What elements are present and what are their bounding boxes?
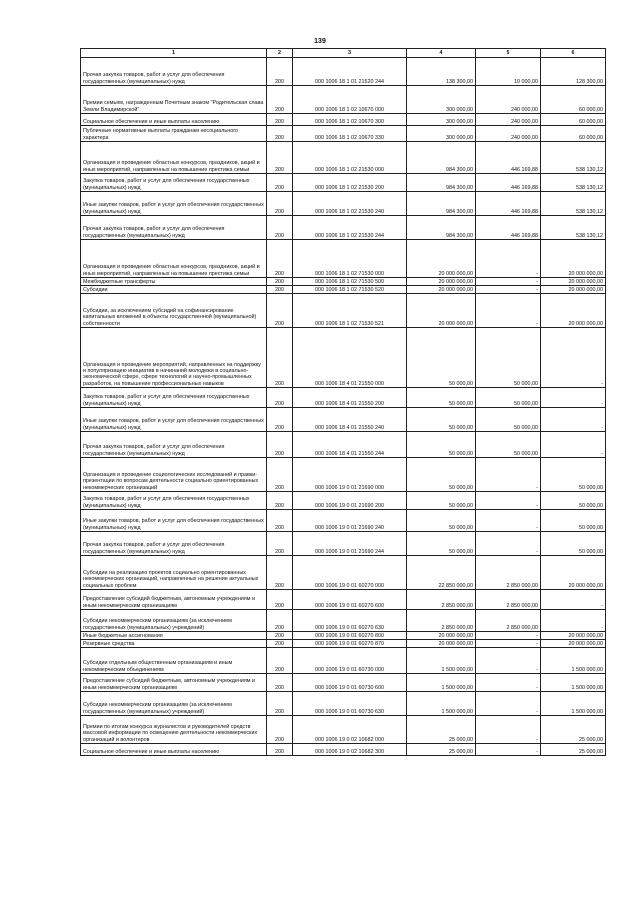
row-name-cell: Публичные нормативные выплаты гражданам несоциального характера [81, 126, 267, 142]
row-budget-code-cell: 000 1006 18 1 02 21530 244 [293, 216, 407, 240]
row-col6-value: - [541, 328, 606, 388]
table-row [81, 648, 606, 674]
row-budget-code-cell: 000 1006 19 0 01 21690 200 [293, 492, 407, 510]
row-budget-code-cell: 000 1006 19 0 01 21690 244 [293, 532, 407, 556]
table-row [81, 692, 606, 716]
row-budget-code-cell: 000 1006 19 0 01 60730 000 [293, 648, 407, 674]
row-col5-value: 10 000,00 [476, 58, 541, 86]
row-col4-value: 984 300,00 [407, 192, 476, 216]
row-name-cell: Организация и проведение областных конкурсов, праздников, акций и иных мероприятий, направленных на повышение престижа семьи [81, 240, 267, 278]
row-name-cell: Закупка товаров, работ и услуг для обеспечения государственных (муниципальных) нужд [81, 388, 267, 408]
row-col4-value: 20 000 000,00 [407, 240, 476, 278]
row-col6-value: 20 000 000,00 [541, 632, 606, 640]
row-col5-value: 446 169,88 [476, 174, 541, 192]
row-col6-value: 1 500 000,00 [541, 648, 606, 674]
row-col6-value: 538 130,12 [541, 174, 606, 192]
row-budget-code-cell: 000 1006 19 0 01 60270 870 [293, 640, 407, 648]
table-row [81, 216, 606, 240]
row-col5-value: - [476, 640, 541, 648]
row-col4-value: 22 850 000,00 [407, 556, 476, 590]
row-name-cell: Резервные средства [81, 640, 267, 648]
row-col4-value: 50 000,00 [407, 388, 476, 408]
row-name-cell: Предоставление субсидий бюджетным, автономным учреждениям и иным некоммерческим организациям [81, 590, 267, 610]
row-budget-code-cell: 000 1006 18 1 02 71530 500 [293, 278, 407, 286]
row-col5-value: - [476, 286, 541, 294]
row-col5-value: - [476, 278, 541, 286]
row-admin-code-cell: 200 [267, 114, 293, 126]
table-row [81, 294, 606, 328]
row-col5-value: 2 850 000,00 [476, 610, 541, 632]
row-budget-code-cell: 000 1006 19 0 01 60730 630 [293, 692, 407, 716]
row-name-cell: Иные бюджетные ассигнования [81, 632, 267, 640]
row-admin-code-cell: 200 [267, 532, 293, 556]
table-row [81, 674, 606, 692]
row-col5-value: - [476, 674, 541, 692]
row-name-cell: Премии семьям, награжденным Почетным знаком "Родительская слава Земли Владимирской" [81, 86, 267, 114]
table-row [81, 716, 606, 744]
header-col-6: 6 [541, 49, 606, 58]
row-col4-value: 50 000,00 [407, 532, 476, 556]
row-col5-value: - [476, 492, 541, 510]
row-budget-code-cell: 000 1006 19 0 01 60270 630 [293, 610, 407, 632]
row-col5-value: - [476, 648, 541, 674]
row-admin-code-cell: 200 [267, 432, 293, 458]
row-name-cell: Организация и проведение мероприятий, направленных на поддержку и популяризацию инициатив в начинаний молодежи в социально-экономической сфере, сфере технологий и научно-промышленных разработок, на повышение профессиональных навыков [81, 328, 267, 388]
row-budget-code-cell: 000 1006 19 0 02 10682 300 [293, 744, 407, 756]
row-col4-value: 50 000,00 [407, 408, 476, 432]
row-col6-value: 20 000 000,00 [541, 240, 606, 278]
row-budget-code-cell: 000 1006 18 1 02 10670 330 [293, 126, 407, 142]
row-budget-code-cell: 000 1006 19 0 01 21690 000 [293, 458, 407, 492]
row-col5-value: 2 850 000,00 [476, 590, 541, 610]
row-col6-value: 538 130,12 [541, 192, 606, 216]
row-budget-code-cell: 000 1006 18 1 02 71530 521 [293, 294, 407, 328]
row-col4-value: 984 300,00 [407, 174, 476, 192]
row-col6-value: 50 000,00 [541, 532, 606, 556]
row-name-cell: Прочая закупка товаров, работ и услуг для обеспечения государственных (муниципальных) нужд [81, 532, 267, 556]
table-row [81, 58, 606, 86]
row-name-cell: Премии по итогам конкурса журналистов и руководителей средств массовой информации по освещению деятельности некоммерческих организаций и волонтеров [81, 716, 267, 744]
header-col-3: 3 [293, 49, 407, 58]
row-col5-value: - [476, 294, 541, 328]
table-row [81, 532, 606, 556]
table-row [81, 744, 606, 756]
row-budget-code-cell: 000 1006 18 4 01 21550 240 [293, 408, 407, 432]
row-budget-code-cell: 000 1006 18 1 02 71530 520 [293, 286, 407, 294]
row-admin-code-cell: 200 [267, 388, 293, 408]
row-col4-value: 50 000,00 [407, 458, 476, 492]
row-admin-code-cell: 200 [267, 126, 293, 142]
row-col4-value: 50 000,00 [407, 510, 476, 532]
table-row [81, 432, 606, 458]
row-name-cell: Субсидии [81, 286, 267, 294]
row-budget-code-cell: 000 1006 18 4 01 21550 244 [293, 432, 407, 458]
row-col6-value: 20 000 000,00 [541, 640, 606, 648]
row-col4-value: 25 000,00 [407, 716, 476, 744]
row-col5-value: - [476, 716, 541, 744]
row-admin-code-cell: 200 [267, 286, 293, 294]
row-col4-value: 20 000 000,00 [407, 640, 476, 648]
row-admin-code-cell: 200 [267, 744, 293, 756]
page-number: 139 [314, 38, 326, 45]
row-col5-value: 240 000,00 [476, 86, 541, 114]
row-name-cell: Субсидии, за исключением субсидий на софинансирование капитальных вложений в объекты государственной (муниципальной) собственности [81, 294, 267, 328]
row-col6-value: - [541, 388, 606, 408]
row-col4-value: 20 000 000,00 [407, 278, 476, 286]
row-col4-value: 50 000,00 [407, 432, 476, 458]
row-col4-value: 984 300,00 [407, 216, 476, 240]
row-col5-value: 50 000,00 [476, 408, 541, 432]
row-col4-value: 20 000 000,00 [407, 632, 476, 640]
row-admin-code-cell: 200 [267, 58, 293, 86]
row-col4-value: 300 000,00 [407, 126, 476, 142]
row-name-cell: Иные закупки товаров, работ и услуг для обеспечения государственных (муниципальных) нужд [81, 408, 267, 432]
row-admin-code-cell: 200 [267, 408, 293, 432]
row-budget-code-cell: 000 1006 19 0 01 21690 240 [293, 510, 407, 532]
row-name-cell: Организация и проведение социологических исследований и правки-презентации по вопросам деятельности социально ориентированных некоммерческих организаций [81, 458, 267, 492]
row-col6-value: 50 000,00 [541, 458, 606, 492]
row-col5-value: 446 169,88 [476, 192, 541, 216]
row-name-cell: Прочая закупка товаров, работ и услуг для обеспечения государственных (муниципальных) нужд [81, 216, 267, 240]
row-col6-value: 25 000,00 [541, 716, 606, 744]
row-col4-value: 20 000 000,00 [407, 294, 476, 328]
row-admin-code-cell: 200 [267, 632, 293, 640]
row-col6-value: 25 000,00 [541, 744, 606, 756]
row-name-cell: Прочая закупка товаров, работ и услуг для обеспечения государственных (муниципальных) нужд [81, 58, 267, 86]
row-budget-code-cell: 000 1006 18 1 02 21530 200 [293, 174, 407, 192]
row-col6-value: 50 000,00 [541, 510, 606, 532]
row-col6-value: - [541, 432, 606, 458]
row-admin-code-cell: 200 [267, 648, 293, 674]
row-admin-code-cell: 200 [267, 192, 293, 216]
table-row [81, 286, 606, 294]
row-admin-code-cell: 200 [267, 510, 293, 532]
row-col4-value: 138 300,00 [407, 58, 476, 86]
table-row [81, 278, 606, 286]
row-admin-code-cell: 200 [267, 294, 293, 328]
row-col5-value: - [476, 458, 541, 492]
row-admin-code-cell: 200 [267, 86, 293, 114]
table-row [81, 388, 606, 408]
row-col4-value: 25 000,00 [407, 744, 476, 756]
row-budget-code-cell: 000 1006 19 0 01 60270 000 [293, 556, 407, 590]
row-name-cell: Закупка товаров, работ и услуг для обеспечения государственных (муниципальных) нужд [81, 174, 267, 192]
row-col4-value: 20 000 000,00 [407, 286, 476, 294]
row-col5-value: - [476, 744, 541, 756]
row-col5-value: - [476, 632, 541, 640]
row-admin-code-cell: 200 [267, 458, 293, 492]
table-row [81, 114, 606, 126]
row-name-cell: Предоставление субсидий бюджетным, автономным учреждениям и иным некоммерческим организациям [81, 674, 267, 692]
row-col6-value: 20 000 000,00 [541, 286, 606, 294]
table-row [81, 458, 606, 492]
row-budget-code-cell: 000 1006 19 0 02 10682 000 [293, 716, 407, 744]
header-col-1: 1 [81, 49, 267, 58]
row-col6-value: 538 130,12 [541, 216, 606, 240]
row-col6-value: - [541, 610, 606, 632]
row-col5-value: 240 000,00 [476, 114, 541, 126]
row-budget-code-cell: 000 1006 18 1 02 71530 000 [293, 240, 407, 278]
row-col4-value: 50 000,00 [407, 492, 476, 510]
row-admin-code-cell: 200 [267, 590, 293, 610]
table-row [81, 126, 606, 142]
table-row [81, 240, 606, 278]
table-row [81, 590, 606, 610]
row-admin-code-cell: 200 [267, 216, 293, 240]
table-row [81, 640, 606, 648]
row-col4-value: 984 300,00 [407, 142, 476, 174]
row-admin-code-cell: 200 [267, 240, 293, 278]
header-col-2: 2 [267, 49, 293, 58]
header-col-5: 5 [476, 49, 541, 58]
row-budget-code-cell: 000 1006 18 1 02 10670 300 [293, 114, 407, 126]
table-row [81, 510, 606, 532]
table-row [81, 142, 606, 174]
row-budget-code-cell: 000 1006 18 1 02 10670 000 [293, 86, 407, 114]
row-col4-value: 300 000,00 [407, 114, 476, 126]
row-col5-value: - [476, 240, 541, 278]
row-admin-code-cell: 200 [267, 692, 293, 716]
row-col5-value: 2 850 000,00 [476, 556, 541, 590]
row-col5-value: - [476, 692, 541, 716]
row-col5-value: 446 169,88 [476, 216, 541, 240]
table-row [81, 408, 606, 432]
row-col6-value: 60 000,00 [541, 126, 606, 142]
row-admin-code-cell: 200 [267, 610, 293, 632]
row-name-cell: Иные закупки товаров, работ и услуг для обеспечения государственных (муниципальных) нужд [81, 192, 267, 216]
row-admin-code-cell: 200 [267, 556, 293, 590]
row-admin-code-cell: 200 [267, 174, 293, 192]
row-col4-value: 1 500 000,00 [407, 674, 476, 692]
table-row [81, 556, 606, 590]
row-col5-value: 50 000,00 [476, 388, 541, 408]
row-col5-value: - [476, 532, 541, 556]
row-col5-value: 240 000,00 [476, 126, 541, 142]
row-col4-value: 2 850 000,00 [407, 610, 476, 632]
row-col6-value: 60 000,00 [541, 114, 606, 126]
table-row [81, 174, 606, 192]
row-col6-value: 20 000 000,00 [541, 278, 606, 286]
row-col6-value: 20 000 000,00 [541, 556, 606, 590]
row-name-cell: Иные закупки товаров, работ и услуг для обеспечения государственных (муниципальных) нужд [81, 510, 267, 532]
row-col6-value: - [541, 408, 606, 432]
row-admin-code-cell: 200 [267, 716, 293, 744]
row-col4-value: 1 500 000,00 [407, 692, 476, 716]
row-col5-value: - [476, 510, 541, 532]
table-body [81, 58, 606, 756]
row-name-cell: Субсидии некоммерческим организациям (за исключением государственных (муниципальных) учреждений) [81, 692, 267, 716]
row-col4-value: 2 850 000,00 [407, 590, 476, 610]
row-budget-code-cell: 000 1006 18 4 01 21550 000 [293, 328, 407, 388]
row-col4-value: 1 500 000,00 [407, 648, 476, 674]
row-budget-code-cell: 000 1006 18 4 01 21550 200 [293, 388, 407, 408]
row-col6-value: 1 500 000,00 [541, 692, 606, 716]
row-name-cell: Закупка товаров, работ и услуг для обеспечения государственных (муниципальных) нужд [81, 492, 267, 510]
row-col6-value: 50 000,00 [541, 492, 606, 510]
table-row [81, 328, 606, 388]
row-col5-value: 446 169,88 [476, 142, 541, 174]
row-admin-code-cell: 200 [267, 640, 293, 648]
row-col6-value: 60 000,00 [541, 86, 606, 114]
row-col5-value: 50 000,00 [476, 432, 541, 458]
row-budget-code-cell: 000 1006 19 0 01 60730 600 [293, 674, 407, 692]
table-row [81, 610, 606, 632]
row-admin-code-cell: 200 [267, 278, 293, 286]
header-col-4: 4 [407, 49, 476, 58]
table-row [81, 192, 606, 216]
row-name-cell: Межбюджетные трансферты [81, 278, 267, 286]
row-name-cell: Субсидии отдельным общественным организациям и иным некоммерческим объединениям [81, 648, 267, 674]
row-col4-value: 50 000,00 [407, 328, 476, 388]
row-name-cell: Прочая закупка товаров, работ и услуг для обеспечения государственных (муниципальных) нужд [81, 432, 267, 458]
row-budget-code-cell: 000 1006 18 1 02 21530 000 [293, 142, 407, 174]
row-admin-code-cell: 200 [267, 674, 293, 692]
table-row [81, 492, 606, 510]
row-col6-value: 1 500 000,00 [541, 674, 606, 692]
row-col6-value: 128 300,00 [541, 58, 606, 86]
row-budget-code-cell: 000 1006 18 1 02 21530 240 [293, 192, 407, 216]
row-col4-value: 300 000,00 [407, 86, 476, 114]
row-col6-value: 20 000 000,00 [541, 294, 606, 328]
budget-table [80, 48, 606, 756]
row-admin-code-cell: 200 [267, 142, 293, 174]
row-budget-code-cell: 000 1006 19 0 01 60270 600 [293, 590, 407, 610]
row-name-cell: Организация и проведение областных конкурсов, праздников, акций и иных мероприятий, направленных на повышение престижа семьи [81, 142, 267, 174]
row-budget-code-cell: 000 1006 19 0 01 60270 800 [293, 632, 407, 640]
row-name-cell: Социальное обеспечение и иные выплаты населению [81, 744, 267, 756]
table-row [81, 632, 606, 640]
row-name-cell: Субсидии на реализацию проектов социально ориентированных некоммерческих организаций, направленных на решение актуальных социальных проблем [81, 556, 267, 590]
row-col6-value: 538 130,12 [541, 142, 606, 174]
table-row [81, 86, 606, 114]
row-budget-code-cell: 000 1006 18 1 01 21520 244 [293, 58, 407, 86]
table-header [81, 49, 606, 58]
header-row [81, 49, 606, 58]
row-name-cell: Субсидии некоммерческим организациям (за исключением государственных (муниципальных) учреждений) [81, 610, 267, 632]
row-col6-value: - [541, 590, 606, 610]
row-admin-code-cell: 200 [267, 328, 293, 388]
row-admin-code-cell: 200 [267, 492, 293, 510]
row-col5-value: 50 000,00 [476, 328, 541, 388]
row-name-cell: Социальное обеспечение и иные выплаты населению [81, 114, 267, 126]
